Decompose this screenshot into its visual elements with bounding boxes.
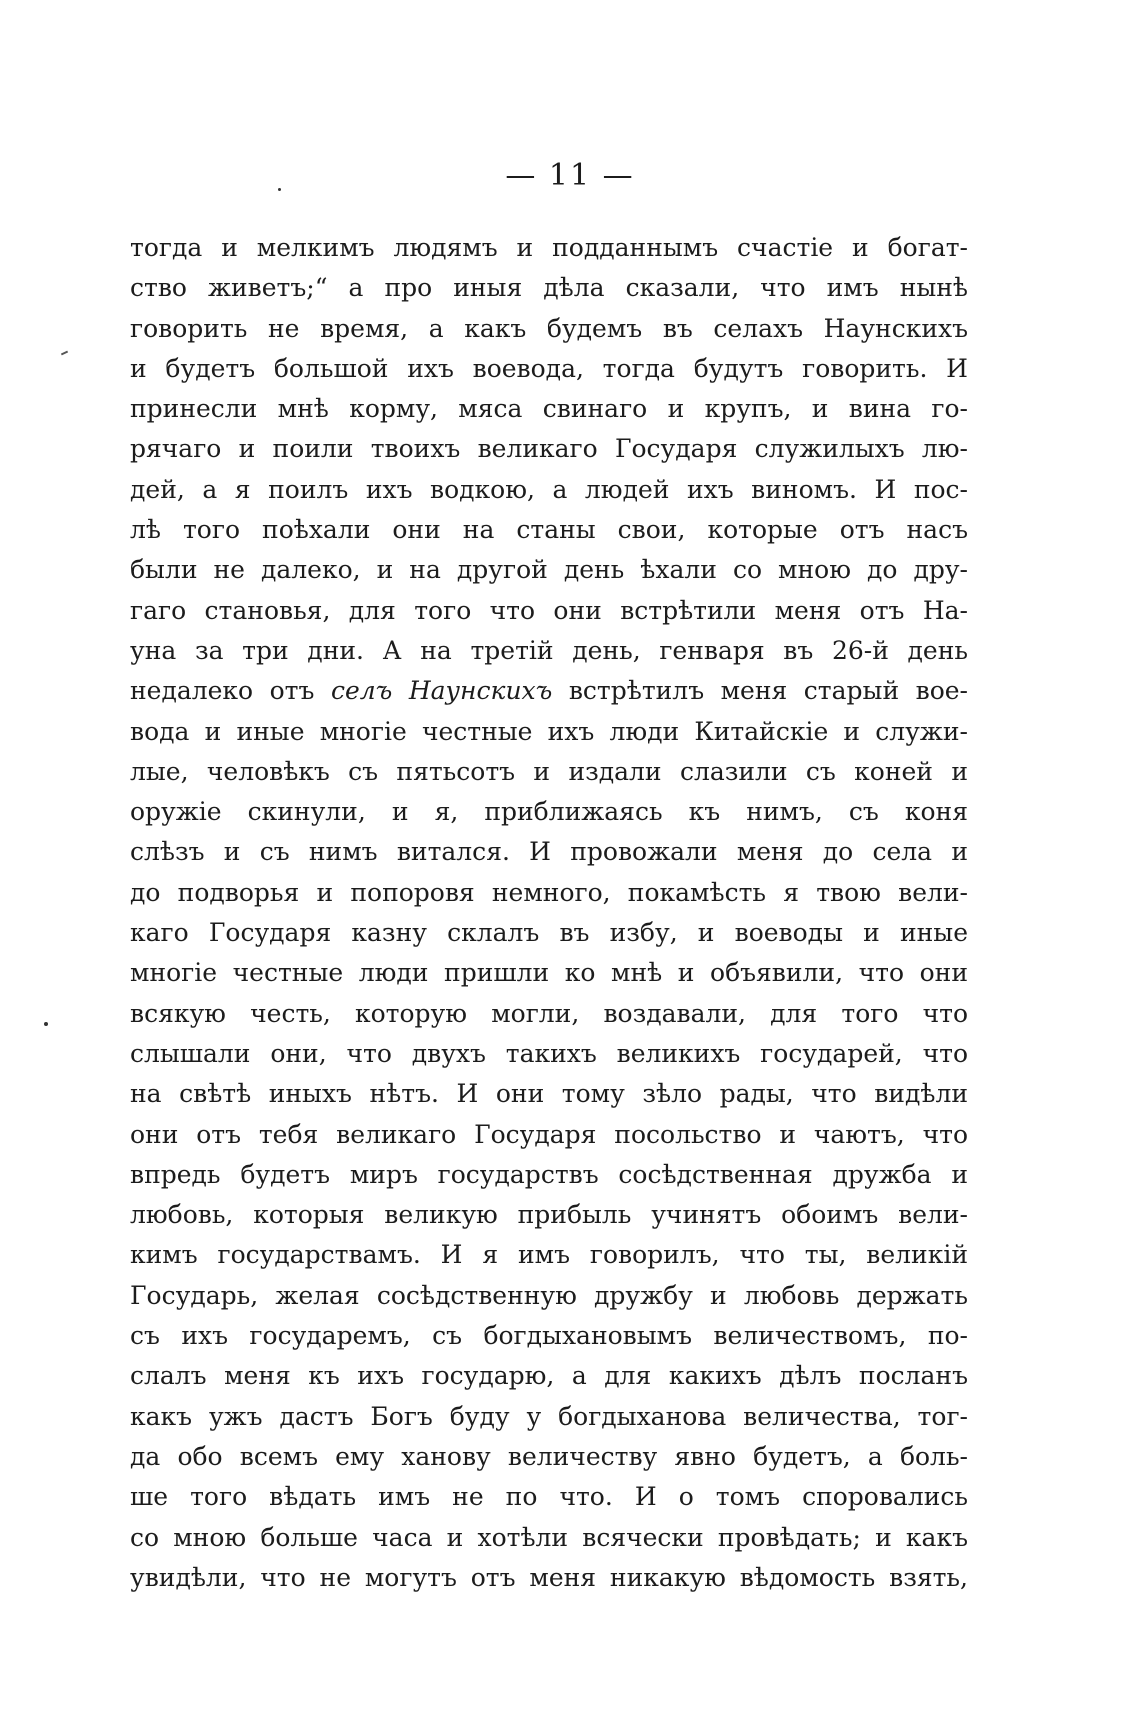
text-line: да обо всемъ ему ханову величеству явно будетъ, а боль- (130, 1441, 968, 1471)
text-line: каго Государя казну склалъ въ избу, и воеводы и иные (130, 918, 968, 948)
text-line: Государь, желая сосѣдственную дружбу и любовь держать (130, 1280, 968, 1310)
text-line-with-italic (130, 671, 968, 711)
text-segment: встрѣтилъ меня старый вое- (552, 676, 968, 706)
text-line: какъ ужъ дастъ Богъ буду у богдыханова величества, тог- (130, 1401, 968, 1431)
scan-speck (278, 188, 281, 191)
scan-speck (44, 1022, 48, 1026)
text-segment: недалеко отъ (130, 676, 331, 706)
text-line: ство живетъ;“ а про иныя дѣла сказали, что имъ нынѣ (130, 273, 968, 303)
text-line: гаго становья, для того что они встрѣтили меня отъ На- (130, 595, 968, 625)
text-block (130, 228, 968, 1598)
text-line: оружіе скинули, и я, приближаясь къ нимъ, съ коня (130, 797, 968, 827)
text-line: тогда и мелкимъ людямъ и подданнымъ счастіе и богат- (130, 233, 968, 262)
text-line: лые, человѣкъ съ пятьсотъ и издали слазили съ коней и (130, 756, 968, 786)
text-line: со мною больше часа и хотѣли всячески провѣдать; и какъ (130, 1522, 968, 1552)
text-line: увидѣли, что не могутъ отъ меня никакую вѣдомость взять, (130, 1562, 968, 1592)
text-line: многіе честные люди пришли ко мнѣ и объявили, что они (130, 958, 968, 988)
text-line: до подворья и попоровя немного, покамѣсть я твою вели- (130, 877, 968, 907)
text-line: были не далеко, и на другой день ѣхали со мною до дру- (130, 555, 968, 585)
text-line: рячаго и поили твоихъ великаго Государя служилыхъ лю- (130, 434, 968, 464)
text-line: слѣзъ и съ нимъ витался. И провожали меня до села и (130, 837, 968, 867)
text-line: любовь, которыя великую прибыль учинятъ обоимъ вели- (130, 1200, 968, 1230)
text-line: и будетъ большой ихъ воевода, тогда будутъ говорить. И (130, 353, 968, 383)
text-line: впредь будетъ миръ государствъ сосѣдственная дружба и (130, 1159, 968, 1189)
text-line: съ ихъ государемъ, съ богдыхановымъ величествомъ, по- (130, 1321, 968, 1351)
text-line: слалъ меня къ ихъ государю, а для какихъ дѣлъ посланъ (130, 1361, 968, 1391)
text-line: они отъ тебя великаго Государя посольство и чаютъ, что (130, 1119, 968, 1149)
text-line: ше того вѣдать имъ не по что. И о томъ споровались (130, 1482, 968, 1512)
text-line: на свѣтѣ иныхъ нѣтъ. И они тому зѣло рады, что видѣли (130, 1079, 968, 1109)
text-line: лѣ того поѣхали они на станы свои, которые отъ насъ (130, 515, 968, 545)
text-line: всякую честь, которую могли, воздавали, для того что (130, 998, 968, 1028)
text-line: слышали они, что двухъ такихъ великихъ государей, что (130, 1038, 968, 1068)
text-line: дей, а я поилъ ихъ водкою, а людей ихъ виномъ. И пос- (130, 474, 968, 504)
text-line: кимъ государствамъ. И я имъ говорилъ, что ты, великій (130, 1240, 968, 1270)
text-line: вода и иные многіе честные ихъ люди Китайскіе и служи- (130, 716, 968, 746)
text-line: уна за три дни. А на третій день, генваря въ 26-й день (130, 635, 968, 665)
page-number: — 11 — (505, 158, 635, 193)
text-line: принесли мнѣ корму, мяса свинаго и крупъ, и вина го- (130, 394, 968, 424)
scan-mark (61, 351, 68, 356)
italic-place-name: селъ Наунскихъ (330, 676, 553, 706)
text-line: говорить не время, а какъ будемъ въ селахъ Наунскихъ (130, 313, 968, 343)
